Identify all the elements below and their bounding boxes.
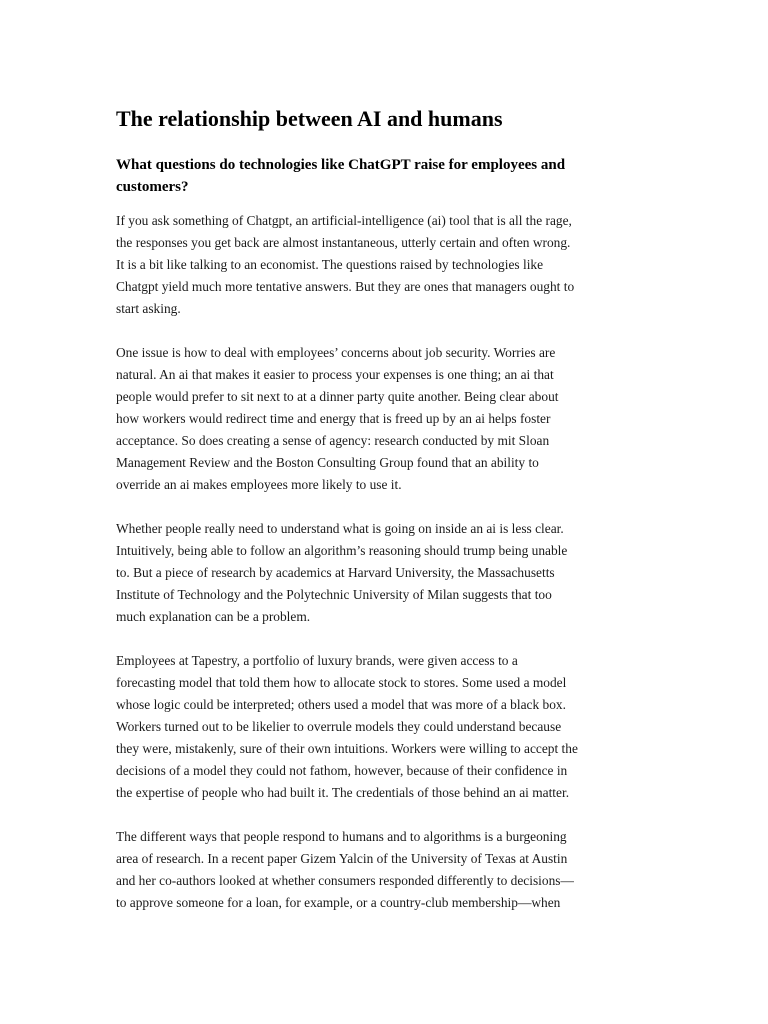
text-line: Intuitively, being able to follow an algorithm’s reasoning should trump being unable <box>116 543 568 558</box>
text-line: start asking. <box>116 301 181 316</box>
text-line: Employees at Tapestry, a portfolio of luxury brands, were given access to a <box>116 653 518 668</box>
text-line: override an ai makes employees more likely to use it. <box>116 477 402 492</box>
text-line: decisions of a model they could not fathom, however, because of their confidence in <box>116 763 568 778</box>
text-line: to approve someone for a loan, for example, or a country-club membership—when <box>116 895 561 910</box>
subtitle-line: What questions do technologies like ChatGPT raise for employees and <box>116 157 566 173</box>
text-line: Institute of Technology and the Polytechnic University of Milan suggests that too <box>116 587 552 602</box>
text-line: natural. An ai that makes it easier to process your expenses is one thing; an ai that <box>116 367 554 382</box>
text-line: If you ask something of Chatgpt, an artificial-intelligence (ai) tool that is all the rage, <box>116 213 572 228</box>
text-line: they were, mistakenly, sure of their own intuitions. Workers were willing to accept the <box>116 741 578 756</box>
text-line: acceptance. So does creating a sense of agency: research conducted by mit Sloan <box>116 433 550 448</box>
paragraph-3 <box>116 518 652 628</box>
text-line: forecasting model that told them how to allocate stock to stores. Some used a model <box>116 675 567 690</box>
text-line: It is a bit like talking to an economist. The questions raised by technologies like <box>116 257 544 272</box>
text-line: Workers turned out to be likelier to overrule models they could understand because <box>116 719 562 734</box>
text-line: One issue is how to deal with employees’ concerns about job security. Worries are <box>116 345 556 360</box>
text-line: The different ways that people respond to humans and to algorithms is a burgeoning <box>116 829 567 844</box>
text-line: and her co-authors looked at whether consumers responded differently to decisions— <box>116 873 574 888</box>
text-line: to. But a piece of research by academics at Harvard University, the Massachusetts <box>116 565 555 580</box>
text-line: the expertise of people who had built it. The credentials of those behind an ai matter. <box>116 785 570 800</box>
paragraph-1 <box>116 210 652 320</box>
subtitle-line: customers? <box>116 179 189 195</box>
text-line: much explanation can be a problem. <box>116 609 311 624</box>
text-line: Management Review and the Boston Consulting Group found that an ability to <box>116 455 539 470</box>
paragraph-2 <box>116 342 652 496</box>
text-line: area of research. In a recent paper Gizem Yalcin of the University of Texas at Austin <box>116 851 568 866</box>
text-line: people would prefer to sit next to at a dinner party quite another. Being clear about <box>116 389 559 404</box>
text-line: how workers would redirect time and energy that is freed up by an ai helps foster <box>116 411 551 426</box>
text-line: Chatgpt yield much more tentative answers. But they are ones that managers ought to <box>116 279 575 294</box>
text-line: whose logic could be interpreted; others used a model that was more of a black box. <box>116 697 566 712</box>
paragraph-5 <box>116 826 652 914</box>
text-line: the responses you get back are almost instantaneous, utterly certain and often wrong. <box>116 235 571 250</box>
text-line: Whether people really need to understand what is going on inside an ai is less clear. <box>116 521 564 536</box>
paragraph-4 <box>116 650 652 804</box>
document-subtitle <box>116 154 652 198</box>
document-title: The relationship between AI and humans <box>116 106 503 131</box>
document-page <box>116 104 652 914</box>
